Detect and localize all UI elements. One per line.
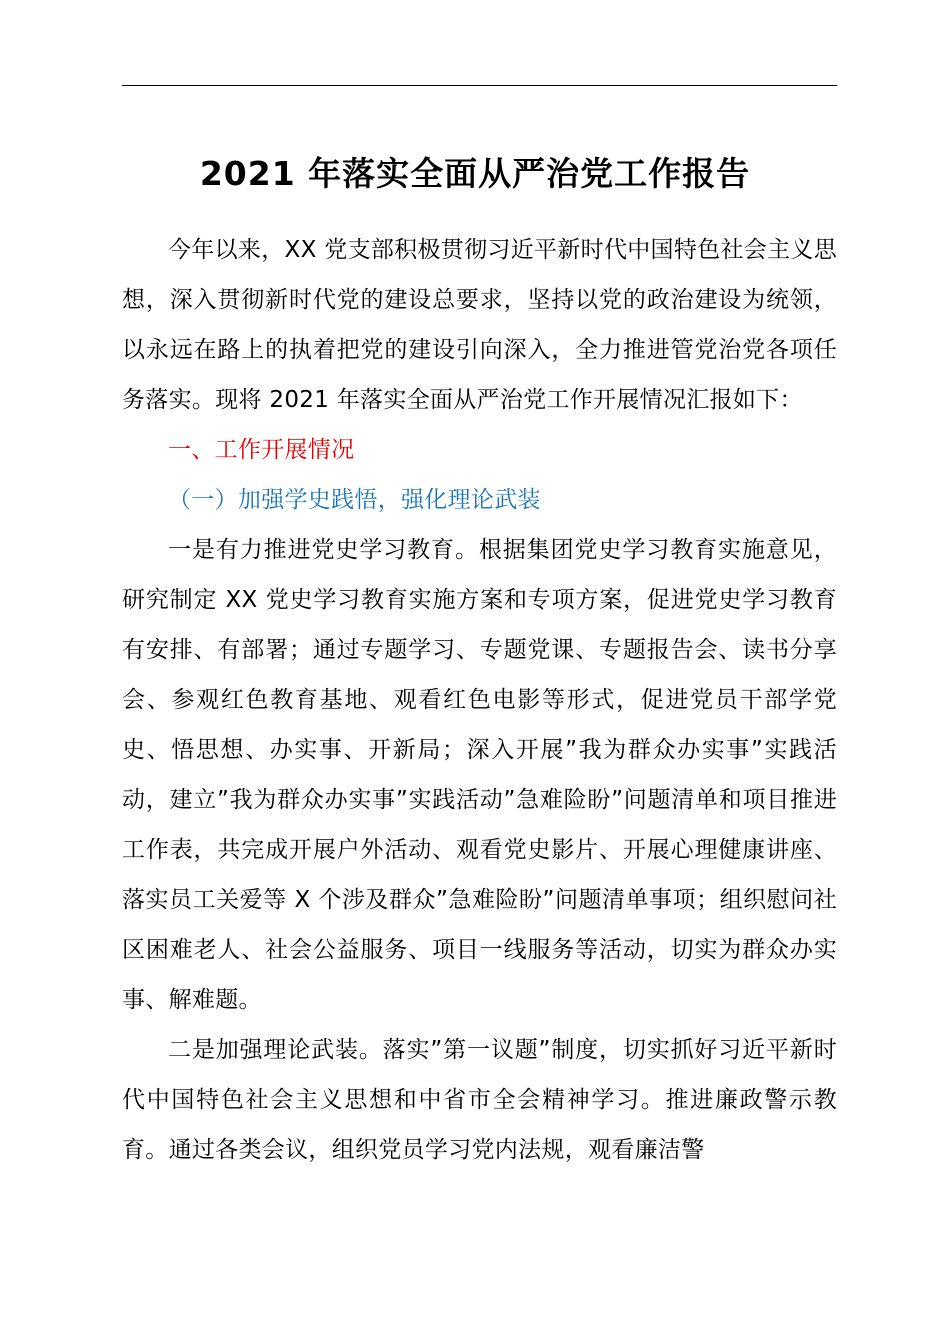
body-paragraph: 一是有力推进党史学习教育。根据集团党史学习教育实施意见，研究制定 XX 党史学习教育实施方案和专项方案，促进党史学习教育有安排、有部署；通过专题学习、专题党课、专题报告会、读书分享会、参观红色教育基地、观看红色电影等形式，促进党员干部学党史、悟思想、办实事、开新局；深入开展”我为群众办实事”实践活动，建立”我为群众办实事”实践活动”急难险盼”问题清单和项目推进工作表，共完成开展户外活动、观看党史影片、开展心理健康讲座、落实员工关爱等 X 个涉及群众”急难险盼”问题清单事项；组织慰问社区困难老人、社会公益服务、项目一线服务等活动，切实为群众办实事、解难题。	[122, 537, 837, 1013]
document-title: 2021 年落实全面从严治党工作报告	[199, 154, 751, 193]
subsection-heading: （一）加强学史践悟，强化理论武装	[168, 487, 541, 513]
section-heading: 一、工作开展情况	[168, 437, 355, 463]
intro-paragraph: 今年以来，XX 党支部积极贯彻习近平新时代中国特色社会主义思想，深入贯彻新时代党的建设总要求，坚持以党的政治建设为统领，以永远在路上的执着把党的建设引向深入，全力推进管党治党各项任务落实。现将 2021 年落实全面从严治党工作开展情况汇报如下：	[122, 237, 837, 413]
body-paragraph: 二是加强理论武装。落实”第一议题”制度，切实抓好习近平新时代中国特色社会主义思想和中省市全会精神学习。推进廉政警示教育。通过各类会议，组织党员学习党内法规，观看廉洁警	[122, 1037, 837, 1163]
header-rule	[122, 85, 837, 86]
document-body	[122, 225, 837, 1175]
